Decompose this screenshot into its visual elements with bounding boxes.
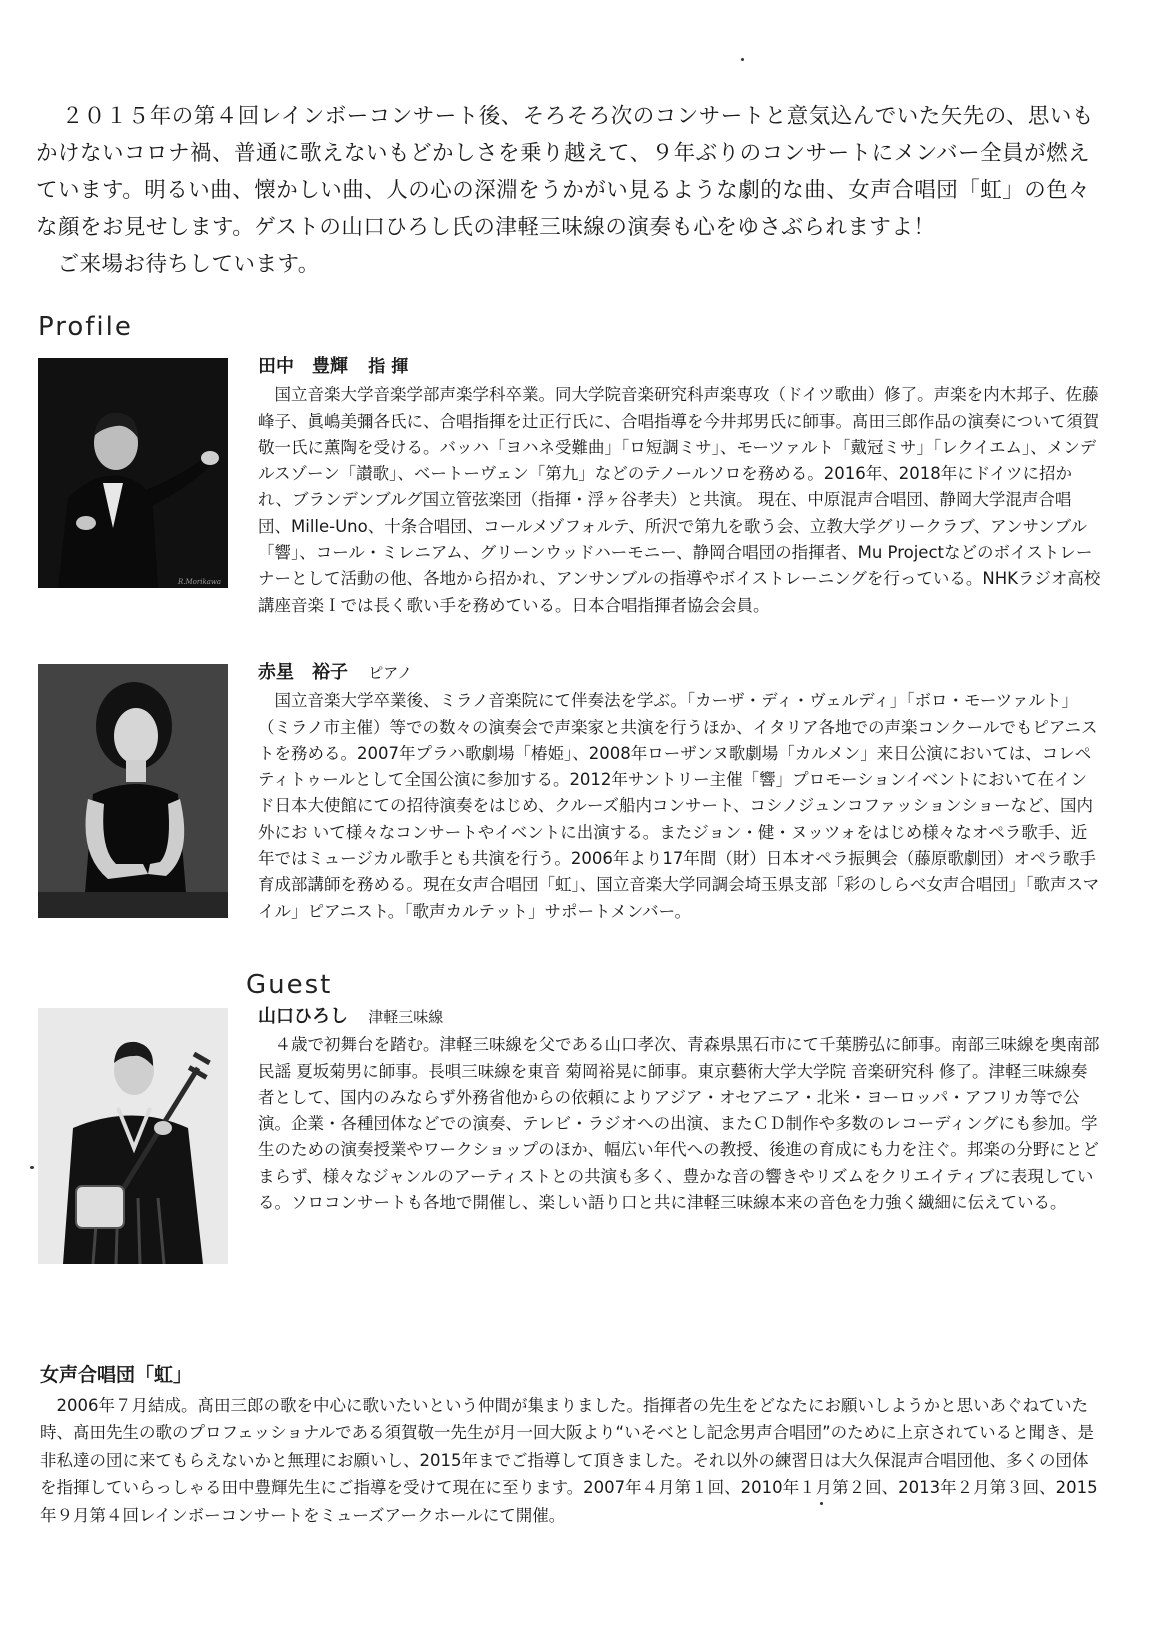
scan-speck	[741, 58, 744, 61]
intro-closing: ご来場お待ちしています。	[57, 252, 320, 277]
pianist-role: ピアノ	[368, 664, 413, 682]
conductor-bio: 国立音楽大学音楽学部声楽学科卒業。同大学院音楽研究科声楽専攻（ドイツ歌曲）修了。声楽を内木邦子、佐藤峰子、眞嶋美彌各氏に、合唱指揮を辻正行氏に、合唱指導を今井邦男氏に師事。髙田三郎作品の演奏について須賀敬一氏に薫陶を受ける。バッハ「ヨハネ受難曲」「ロ短調ミサ」、モーツァルト「戴冠ミサ」「レクイエム」、メンデルスゾーン「讃歌」、ベートーヴェン「第九」などのテノールソロを務める。2016年、2018年にドイツに招かれ、ブランデンブルグ国立管弦楽団（指揮・浮ヶ谷孝夫）と共演。 現在、中原混声合唱団、静岡大学混声合唱団、Mille-Uno、十条合唱団、コールメゾフォルテ、所沢で第九を歌う会、立教大学グリークラブ、アンサンブル「響」、コール・ミレニアム、グリーンウッドハーモニー、静岡合唱団の指揮者、Mu Projectなどのボイストレーナーとして活動の他、各地から招かれ、アンサンブルの指導やボイストレーニングを行っている。NHKラジオ高校講座音楽Ｉでは長く歌い手を務めている。日本合唱指揮者協会会員。	[258, 385, 1101, 615]
scan-speck	[30, 1166, 34, 1169]
guest-bio-block	[258, 1004, 1102, 1216]
intro-paragraph: ２０１５年の第４回レインボーコンサート後、そろそろ次のコンサートと意気込んでいた矢先の、思いもかけないコロナ禍、普通に歌えないもどかしさを乗り越えて、９年ぶりのコンサートにメンバー全員が燃えています。明るい曲、懐かしい曲、人の心の深淵をうかがい見るような劇的な曲、女声合唱団「虹」の色々な顔をお見せします。ゲストの山口ひろし氏の津軽三味線の演奏も心をゆさぶられますよ！	[36, 104, 1094, 240]
guest-role: 津軽三味線	[368, 1008, 444, 1026]
choir-title: 女声合唱団「虹」	[40, 1364, 193, 1386]
intro-text	[36, 98, 1100, 283]
guest-bio: ４歳で初舞台を踏む。津軽三味線を父である山口孝次、青森県黒石市にて千葉勝弘に師事。南部三味線を奥南部民謡 夏坂菊男に師事。長唄三味線を東音 菊岡裕晃に師事。東京藝術大学大学院 音楽研究科 修了。津軽三味線奏者として、国内のみならず外務省他からの依頼によりアジア・オセアニア・北米・ヨーロッパ・アフリカ等で公演。企業・各種団体などでの演奏、テレビ・ラジオへの出演、またＣＤ制作や多数のレコーディングにも参加。学生のための演奏授業やワークショップのほか、幅広い年代への教授、後進の育成にも力を注ぐ。邦楽の分野にとどまらず、様々なジャンルのアーティストとの共演も多く、豊かな音の響きやリズムをクリエイティブに表現している。ソロコンサートも各地で開催し、楽しい語り口と共に津軽三味線本来の音色を力強く繊細に伝えている。	[258, 1035, 1100, 1213]
conductor-name: 田中 豊輝	[258, 356, 348, 377]
photo-signature: R.Morikawa	[178, 578, 222, 586]
choir-section	[40, 1362, 1104, 1529]
pianist-bio-block	[258, 660, 1102, 925]
choir-description: 2006年７月結成。髙田三郎の歌を中心に歌いたいという仲間が集まりました。指揮者の先生をどなたにお願いしようかと思いあぐねていた時、髙田先生の歌のプロフェッショナルである須賀敬一先生が月一回大阪より“いそべとし記念男声合唱団”のために上京されていると聞き、是非私達の団に来てもらえないかと無理にお願いし、2015年までご指導して頂きました。それ以外の練習日は大久保混声合唱団他、多くの団体を指揮していらっしゃる田中豊輝先生にご指導を受けて現在に至ります。2007年４月第１回、2010年１月第２回、2013年２月第３回、2015年９月第４回レインボーコンサートをミューズアークホールにて開催。	[40, 1395, 1098, 1525]
profile-heading: Profile	[38, 312, 133, 342]
guest-heading: Guest	[246, 970, 333, 1000]
conductor-photo	[38, 358, 228, 588]
scan-speck	[820, 1502, 823, 1505]
conductor-bio-block	[258, 354, 1102, 619]
pianist-bio: 国立音楽大学卒業後、ミラノ音楽院にて伴奏法を学ぶ。「カーザ・ディ・ヴェルディ」「ボロ・モーツァルト」（ミラノ市主催）等での数々の演奏会で声楽家と共演を行うほか、イタリア各地での声楽コンクールでもピアニストを務める。2007年プラハ歌劇場「椿姫」、2008年ローザンヌ歌劇場「カルメン」来日公演においては、コレペティトゥールとして全国公演に参加する。2012年サントリー主催「響」プロモーションイベントにおいて在インド日本大使館にての招待演奏をはじめ、クルーズ船内コンサート、コシノジュンコファッションショーなど、国内外にお いて様々なコンサートやイベントに出演する。またジョン・健・ヌッツォをはじめ様々なオペラ歌手、近年ではミュージカル歌手とも共演を行う。2006年より17年間（財）日本オペラ振興会（藤原歌劇団）オペラ歌手育成部講師を務める。現在女声合唱団「虹」、国立音楽大学同調会埼玉県支部「彩のしらべ女声合唱団」「歌声スマイル」ピアニスト。「歌声カルテット」サポートメンバー。	[258, 691, 1100, 921]
shamisen-player-photo	[38, 1008, 228, 1264]
guest-name: 山口ひろし	[258, 1006, 348, 1027]
pianist-name: 赤星 裕子	[258, 662, 348, 683]
pianist-photo	[38, 664, 228, 918]
conductor-role: 指 揮	[368, 357, 409, 377]
